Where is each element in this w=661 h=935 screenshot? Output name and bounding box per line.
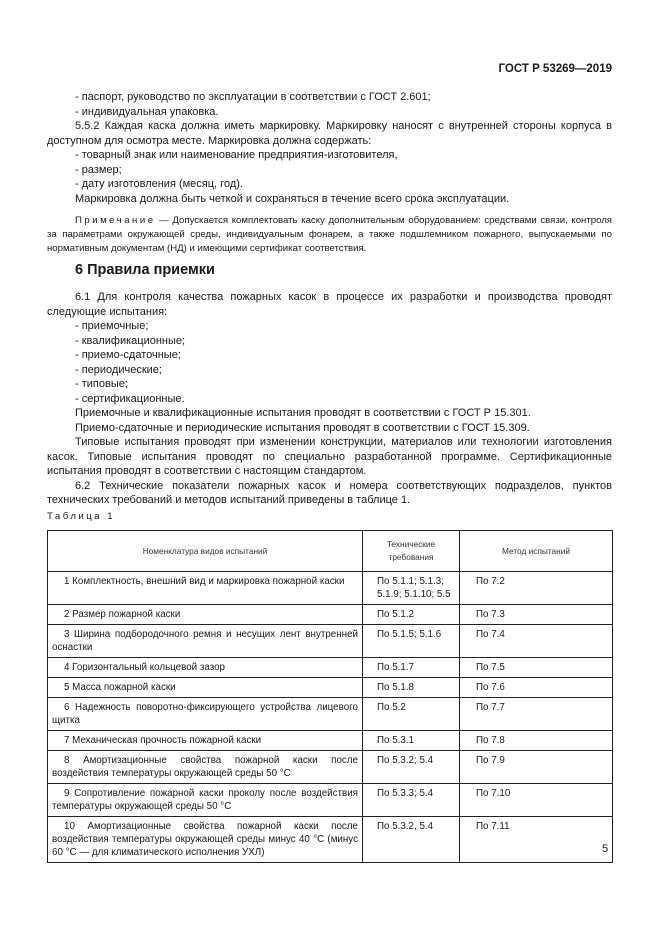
tests-table: [47, 530, 613, 863]
paragraph-6-1: 6.1 Для контроля качества пожарных касок в процессе их разработки и производства проводят следующие испытания:: [47, 291, 612, 318]
method-cell: [460, 605, 613, 625]
cell-text: 9 Сопротивление пожарной каски проколу после воздействия температуры окружающей среды 50 °С: [52, 788, 358, 812]
method-cell: [460, 678, 613, 698]
note-label: Примечание: [75, 215, 156, 226]
method-cell: [460, 784, 613, 817]
test-name-cell: [48, 751, 363, 784]
cell-text: 10 Амортизационные свойства пожарной каски после воздействия температуры окружающей среды минус 40 °С (минус 60 °С — для климатического исполнения УХЛ): [52, 821, 358, 858]
list-item: - дату изготовления (месяц, год).: [75, 178, 243, 190]
test-name-cell: [48, 625, 363, 658]
document-code: ГОСТ Р 53269—2019: [498, 63, 612, 75]
note-text: — Допускается комплектовать каску дополнительным оборудованием: средствами связи, контроля за параметрами окружающей среды, индивидуальным фонарем, а также подшлемником пожарного, выпускаемыми по нормативным документам (НД) и имеющими сертификат соответствия.: [47, 215, 612, 254]
cell-text: По 7.8: [476, 735, 505, 746]
paragraph-6-2: 6.2 Технические показатели пожарных касок и номера соответствующих подразделов, пунктов технических требований и методов испытаний приведены в таблице 1.: [47, 479, 612, 506]
table-row: [48, 731, 613, 751]
cell-text: По 7.11: [476, 821, 510, 832]
table-caption: Таблица 1: [47, 511, 116, 522]
cell-text: По 7.5: [476, 662, 505, 673]
page-number: 5: [602, 843, 609, 855]
marking-section: [47, 90, 612, 266]
requirements-cell: [363, 625, 460, 658]
paragraph: Приемо-сдаточные и периодические испытания проводят в соответствии с ГОСТ 15.309.: [75, 421, 530, 434]
requirements-cell: [363, 605, 460, 625]
column-header: Метод испытаний: [460, 531, 613, 572]
test-name-cell: [48, 678, 363, 698]
cell-text: По 5.1.7: [377, 662, 415, 673]
cell-text: 8 Амортизационные свойства пожарной каски после воздействия температуры окружающей среды 50 °С: [52, 755, 358, 779]
test-name-cell: [48, 698, 363, 731]
list-item: - индивидуальная упаковка.: [75, 105, 219, 118]
requirements-cell: [363, 731, 460, 751]
table-row: [48, 658, 613, 678]
list-item: - паспорт, руководство по эксплуатации в соответствии с ГОСТ 2.601;: [75, 91, 431, 103]
requirements-cell: [363, 817, 460, 863]
cell-text: По 7.2: [476, 576, 505, 587]
section-heading: 6 Правила приемки: [75, 262, 215, 278]
cell-text: По 5.1.2: [377, 609, 415, 620]
cell-text: По 7.10: [476, 788, 511, 799]
section-6-body: [47, 290, 612, 508]
cell-text: 2 Размер пожарной каски: [64, 609, 181, 620]
list-item: - сертификационные.: [75, 392, 185, 405]
table-row: [48, 625, 613, 658]
column-header: Технические требования: [363, 531, 460, 572]
table-row: [48, 784, 613, 817]
column-header: Номенклатура видов испытаний: [48, 531, 363, 572]
cell-text: 4 Горизонтальный кольцевой зазор: [64, 662, 225, 673]
table-row: [48, 605, 613, 625]
requirements-cell: [363, 751, 460, 784]
test-name-cell: [48, 572, 363, 605]
paragraph: Приемочные и квалификационные испытания проводят в соответствии с ГОСТ Р 15.301.: [75, 407, 531, 419]
requirements-cell: [363, 658, 460, 678]
note: [47, 214, 612, 256]
method-cell: [460, 698, 613, 731]
requirements-cell: [363, 698, 460, 731]
paragraph: Маркировка должна быть четкой и сохраняться в течение всего срока эксплуатации.: [75, 192, 510, 205]
cell-text: По 7.7: [476, 702, 505, 713]
method-cell: [460, 731, 613, 751]
test-name-cell: [48, 731, 363, 751]
table-row: [48, 817, 613, 863]
cell-text: По 5.3.1: [377, 735, 415, 746]
test-name-cell: [48, 658, 363, 678]
list-item: - типовые;: [75, 378, 128, 390]
list-item: - квалификационные;: [75, 334, 186, 347]
test-name-cell: [48, 817, 363, 863]
method-cell: [460, 625, 613, 658]
test-name-cell: [48, 605, 363, 625]
list-item: - товарный знак или наименование предприятия-изготовителя,: [75, 149, 398, 161]
cell-text: По 5.1.5; 5.1.6: [377, 629, 442, 640]
cell-text: По 7.6: [476, 682, 505, 693]
method-cell: [460, 817, 613, 863]
cell-text: По 5.3.3; 5.4: [377, 788, 434, 799]
cell-text: По 5.1.8: [377, 682, 415, 693]
method-cell: [460, 751, 613, 784]
cell-text: По 7.3: [476, 609, 505, 620]
cell-text: По 7.4: [476, 629, 505, 640]
paragraph-5-5-2: 5.5.2 Каждая каска должна иметь маркировку. Маркировку наносят с внутренней стороны корпуса в доступном для осмотра месте. Маркировка должна содержать:: [47, 120, 612, 147]
list-item: - размер;: [75, 163, 122, 176]
list-item: - приемо-сдаточные;: [75, 349, 181, 361]
requirements-cell: [363, 678, 460, 698]
test-name-cell: [48, 784, 363, 817]
requirements-cell: [363, 784, 460, 817]
cell-text: По 5.3.2, 5.4: [377, 821, 434, 832]
method-cell: [460, 572, 613, 605]
cell-text: По 7.9: [476, 755, 505, 766]
list-item: - приемочные;: [75, 320, 149, 332]
cell-text: 5 Масса пожарной каски: [64, 682, 176, 693]
table-row: [48, 678, 613, 698]
cell-text: 1 Комплектность, внешний вид и маркировка пожарной каски: [64, 576, 345, 587]
cell-text: По 5.1.1; 5.1.3; 5.1.9; 5.1.10; 5.5: [377, 576, 451, 600]
cell-text: По 5.2: [377, 702, 406, 713]
cell-text: 7 Механическая прочность пожарной каски: [64, 735, 262, 746]
table-row: [48, 751, 613, 784]
paragraph: Типовые испытания проводят при изменении конструкции, материалов или технологии изготовления касок. Типовые испытания проводят по специально разработанной программе. Сертификационные испытания проводят в соответствии с настоящим стандартом.: [47, 436, 612, 477]
cell-text: 6 Надежность поворотно-фиксирующего устройства лицевого щитка: [52, 702, 358, 726]
cell-text: По 5.3.2; 5.4: [377, 755, 434, 766]
cell-text: 3 Ширина подбородочного ремня и несущих лент внутренней оснастки: [52, 629, 358, 653]
table-row: [48, 698, 613, 731]
table-header-row: [48, 531, 613, 572]
table-row: [48, 572, 613, 605]
list-item: - периодические;: [75, 363, 162, 376]
method-cell: [460, 658, 613, 678]
requirements-cell: [363, 572, 460, 605]
